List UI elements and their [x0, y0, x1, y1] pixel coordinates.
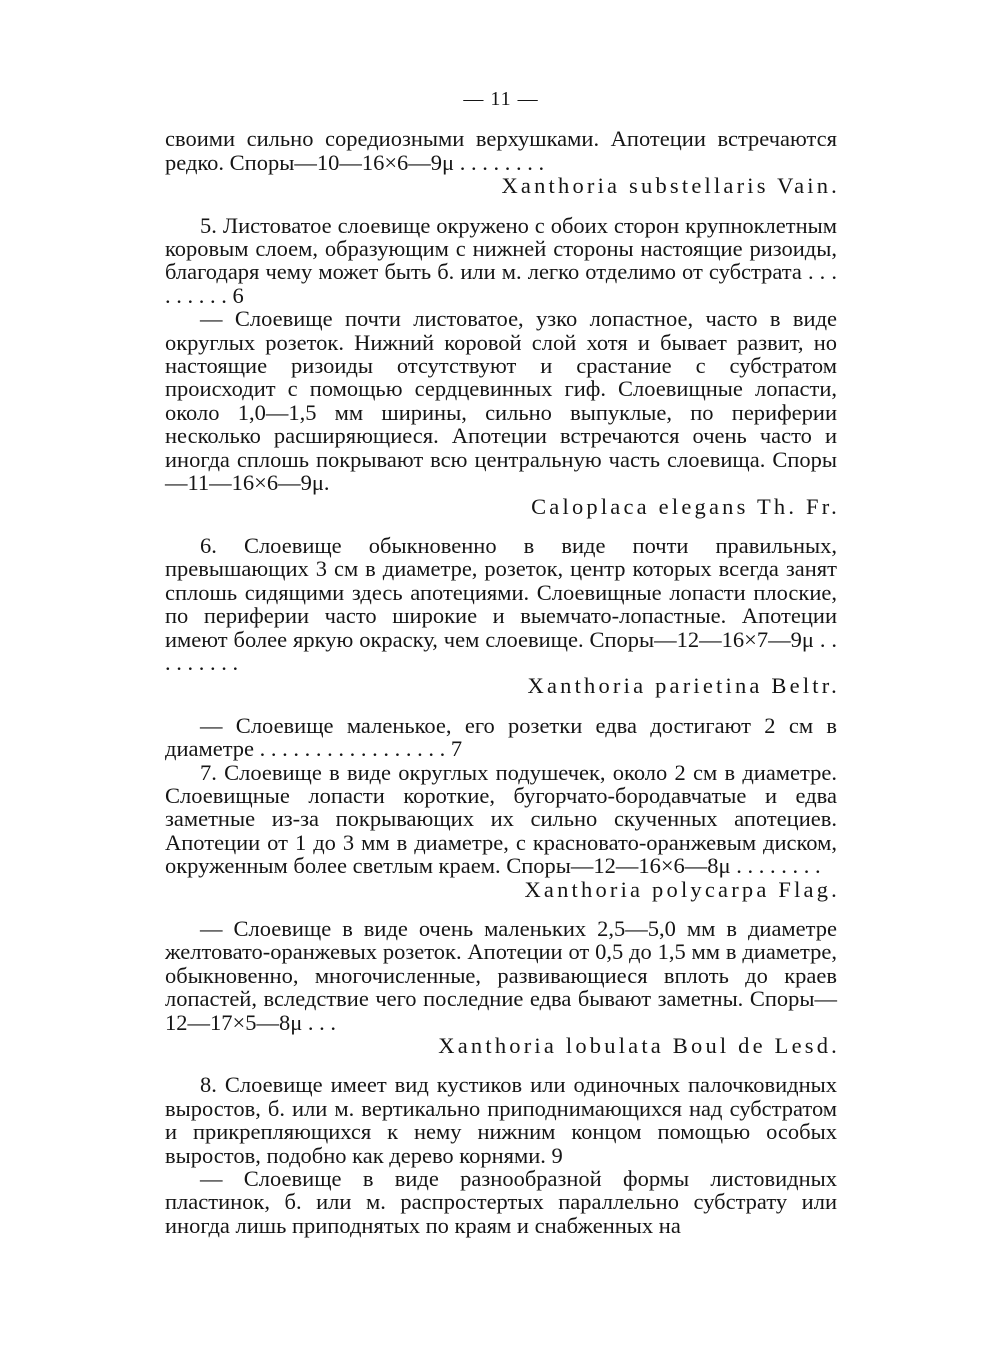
species-name: Xanthoria parietina Beltr.	[527, 673, 840, 699]
species-name: Caloplaca elegans Th. Fr.	[531, 493, 840, 519]
document-page	[165, 88, 840, 1238]
page-number: — 11 —	[463, 88, 539, 110]
species-name: Xanthoria polycarpa Flag.	[524, 876, 840, 902]
paragraph-key-8: 8. Слоевище имеет вид кустиков или одиночных палочковидных выростов, б. или м. вертикально приподнимающихся над субстратом и прикрепляющихся к нему нижним концом помощью особых выростов, подобно как дерево корнями. 9	[165, 1072, 837, 1168]
species-name: Xanthoria lobulata Boul de Lesd.	[438, 1033, 840, 1059]
paragraph-key-7-alt: — Слоевище в виде очень маленьких 2,5—5,0 мм в диаметре желтовато-оранжевых розеток. Апотеции от 0,5 до 1,5 мм в диаметре, обыкновенно, многочисленные, развивающиеся вплоть до краев лопастей, вследствие чего последние едва бывают заметны. Споры—12—17×5—8μ . . .	[165, 916, 837, 1035]
paragraph-key-6: 6. Слоевище обыкновенно в виде почти правильных, превышающих 3 см в диаметре, розеток, центр которых всегда занят сплошь сидящими здесь апотециями. Слоевищные лопасти плоские, по периферии часто широкие и выемчато-лопастные. Апотеции имеют более яркую окраску, чем слоевище. Споры—12—16×7—9μ . . . . . . . . .	[165, 532, 837, 675]
paragraph-key-5-alt: — Слоевище почти листоватое, узко лопастное, часто в виде округлых розеток. Нижний коровой слой хотя и бывает развит, но настоящие ризоиды отсутствуют и срастание с субстратом происходит с помощью сердцевинных гиф. Слоевищные лопасти, около 1,0—1,5 мм ширины, сильно выпуклые, по периферии несколько расширяющиеся. Апотеции встречаются очень часто и иногда сплошь покрывают всю центральную часть слоевища. Споры—11—16×6—9μ.	[165, 306, 837, 496]
paragraph-key-5: 5. Листоватое слоевище окружено с обоих сторон крупноклетным коровым слоем, образующим с нижней стороны настоящие ризоиды, благодаря чему может быть б. или м. легко отделимо от субстрата . . . . . . . . . 6	[165, 212, 837, 308]
species-name: Xanthoria substellaris Vain.	[501, 173, 840, 199]
paragraph-key-8-alt: — Слоевище в виде разнообразной формы листовидных пластинок, б. или м. распростертых параллельно субстрату или иногда лишь приподнятых по краям и снабженных на	[165, 1166, 837, 1238]
paragraph-continuation: своими сильно соредиозными верхушками. Апотеции встречаются редко. Споры—10—16×6—9μ . . . . . . . .	[165, 126, 837, 175]
paragraph-key-7: 7. Слоевище в виде округлых подушечек, около 2 см в диаметре. Слоевищные лопасти короткие, бугорчато-бородавчатые и едва заметные из-за покрывающих их сильно скученных апотециев. Апотеции от 1 до 3 мм в диаметре, с красновато-оранжевым диском, окруженным более светлым краем. Споры—12—16×6—8μ . . . . . . . .	[165, 759, 837, 879]
paragraph-key-6-alt: — Слоевище маленькое, его розетки едва достигают 2 см в диаметре . . . . . . . . . . . . . . . . . 7	[165, 712, 837, 762]
